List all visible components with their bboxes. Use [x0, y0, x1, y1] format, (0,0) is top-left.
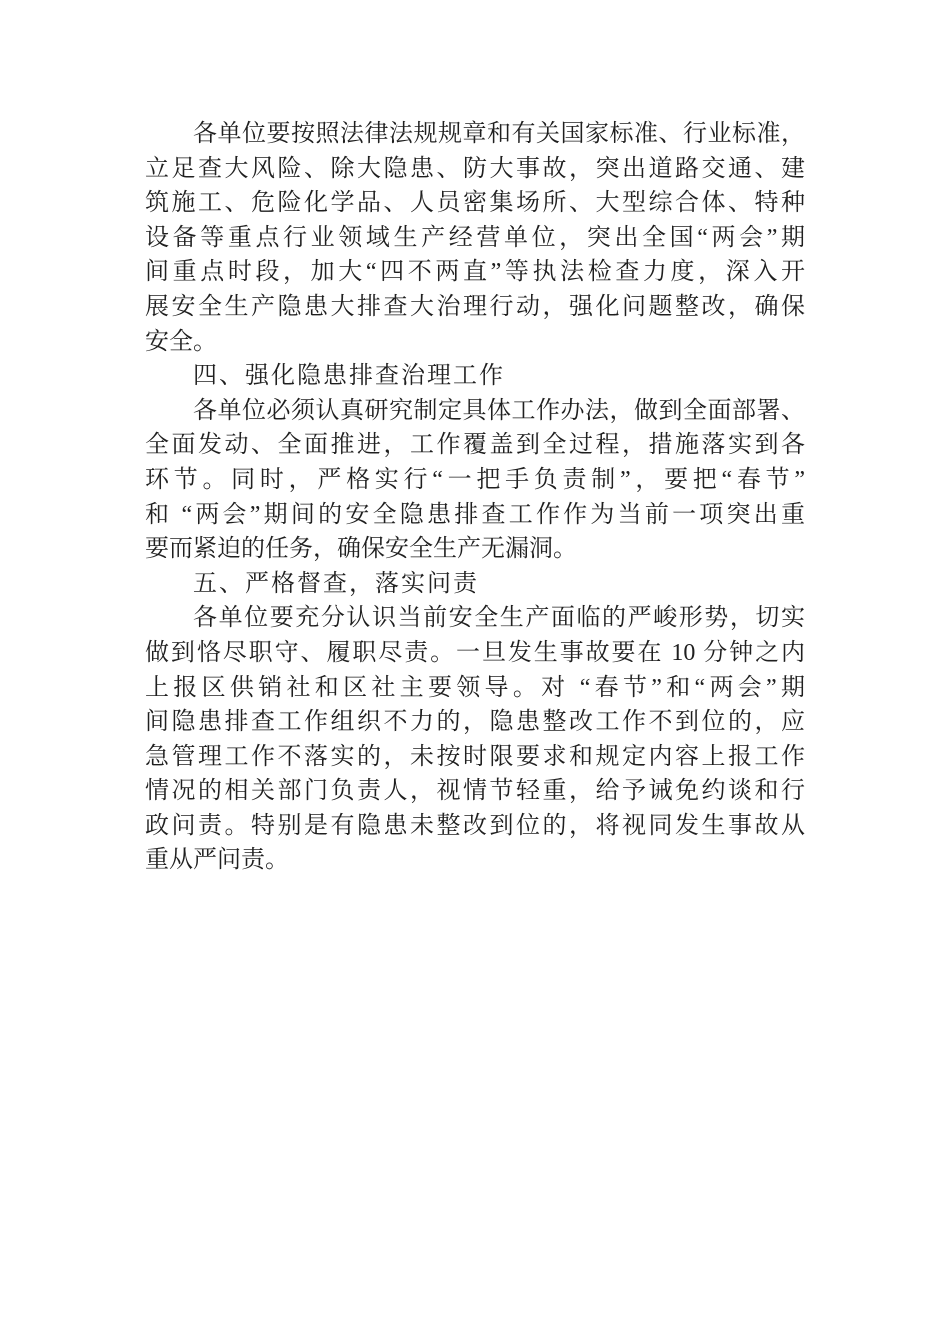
- text-line: 政问责。特别是有隐患未整改到位的，将视同发生事故从: [145, 812, 805, 839]
- document-body-text: [145, 117, 805, 878]
- text-line: 情况的相关部门负责人，视情节轻重，给予诫免约谈和行: [145, 778, 805, 805]
- text-line: 做到恪尽职守、履职尽责。一旦发生事故要在 10 分钟之内: [145, 639, 805, 666]
- text-line: 和 “两会”期间的安全隐患排查工作作为当前一项突出重: [145, 501, 805, 528]
- text-line: 间重点时段，加大“四不两直”等执法检查力度，深入开: [145, 259, 805, 286]
- text-line: 各单位必须认真研究制定具体工作办法，做到全面部署、: [193, 397, 805, 424]
- text-line: 要而紧迫的任务，确保安全生产无漏洞。: [145, 536, 577, 563]
- text-line: 各单位要按照法律法规规章和有关国家标准、行业标准，: [193, 121, 805, 147]
- text-line: 安全。: [145, 328, 217, 355]
- section-heading-4: 四、强化隐患排查治理工作: [193, 363, 505, 390]
- text-line: 环节。同时，严格实行“一把手负责制”，要把“春节”: [145, 466, 805, 493]
- text-line: 间隐患排查工作组织不力的，隐患整改工作不到位的，应: [145, 709, 805, 736]
- text-line: 重从严问责。: [145, 847, 289, 874]
- text-line: 急管理工作不落实的，未按时限要求和规定内容上报工作: [145, 743, 805, 770]
- text-line: 全面发动、全面推进，工作覆盖到全过程，措施落实到各: [145, 432, 805, 459]
- text-line: 上报区供销社和区社主要领导。对 “春节”和“两会”期: [145, 674, 805, 701]
- text-line: 筑施工、危险化学品、人员密集场所、大型综合体、特种: [145, 190, 805, 217]
- text-line: 展安全生产隐患大排查大治理行动，强化问题整改，确保: [145, 293, 805, 320]
- section-heading-5: 五、严格督查，落实问责: [193, 570, 479, 597]
- text-line: 各单位要充分认识当前安全生产面临的严峻形势，切实: [193, 605, 805, 632]
- text-line: 立足查大风险、除大隐患、防大事故，突出道路交通、建: [145, 155, 805, 182]
- text-line: 设备等重点行业领域生产经营单位，突出全国“两会”期: [145, 224, 805, 251]
